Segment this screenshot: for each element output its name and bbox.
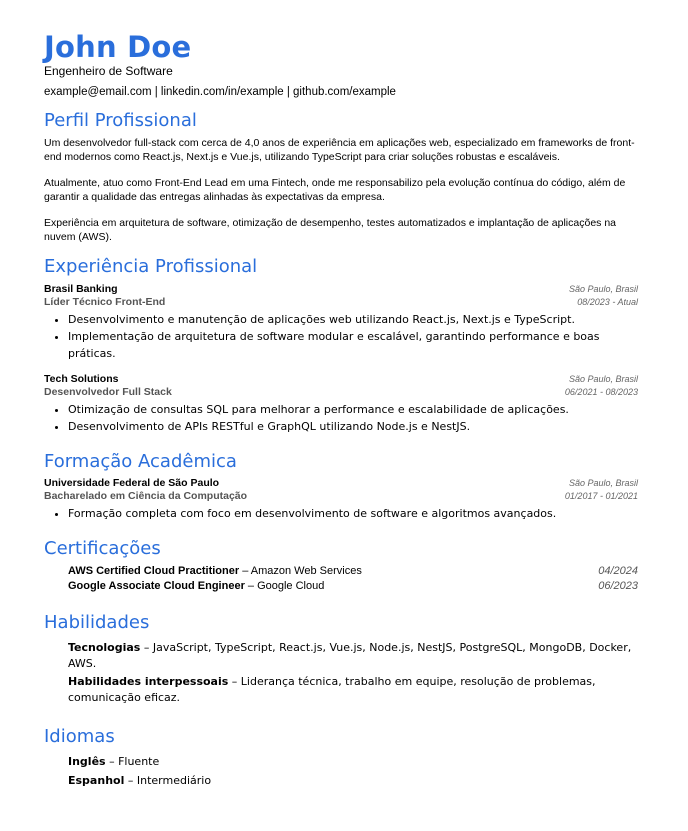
education-location: São Paulo, Brasil <box>568 478 638 488</box>
job-period: 08/2023 - Atual <box>577 297 638 307</box>
list-item: • Formação completa com foco em desenvolvimento de software e algoritmos avançados. <box>68 505 638 522</box>
certification-row <box>44 579 638 594</box>
company-name: Brasil Banking <box>44 283 118 295</box>
language-row <box>44 752 638 771</box>
candidate-name: John Doe <box>44 30 192 64</box>
section-title-experience: Experiência Profissional <box>44 256 258 277</box>
skill-group <box>44 640 638 672</box>
language-level: – Fluente <box>105 755 160 768</box>
institution-name: Universidade Federal de São Paulo <box>44 477 220 489</box>
profile-paragraph: Experiência em arquitetura de software, otimização de desempenho, testes automatizados e implantação de aplicações na nuvem (AWS). <box>44 217 616 243</box>
contact-info: example@email.com | linkedin.com/in/example | github.com/example <box>44 86 396 98</box>
education-period: 01/2017 - 01/2021 <box>564 491 638 501</box>
profile-paragraph: Um desenvolvedor full-stack com cerca de 4,0 anos de experiência em aplicações web, especializado em frameworks de front-end modernos como React.js, Next.js e Vue.js, utilizando TypeScript para criar soluções robustas e escaláveis. <box>44 137 635 163</box>
job-period: 06/2021 - 08/2023 <box>564 387 638 397</box>
degree-name: Bacharelado em Ciência da Computação <box>44 490 248 502</box>
candidate-role: Engenheiro de Software <box>44 64 173 78</box>
skill-label: Tecnologias <box>68 641 141 654</box>
skills-section <box>44 612 638 706</box>
list-item: • Otimização de consultas SQL para melhorar a performance e escalabilidade de aplicações. <box>68 401 638 418</box>
job-bullets <box>44 311 638 362</box>
section-title-profile: Perfil Profissional <box>44 110 197 131</box>
experience-entry <box>44 373 638 435</box>
certification-name: Google Associate Cloud Engineer <box>68 580 245 592</box>
section-title-languages: Idiomas <box>44 726 115 747</box>
certification-date: 04/2024 <box>598 565 638 577</box>
skill-group <box>44 674 638 706</box>
skill-text: – JavaScript, TypeScript, React.js, Vue.js, Node.js, NestJS, PostgreSQL, MongoDB, Docker, AWS. <box>68 641 632 670</box>
section-title-certifications: Certificações <box>44 538 161 559</box>
language-level: – Intermediário <box>124 774 212 787</box>
certification-row <box>44 564 638 579</box>
language-name: Espanhol <box>68 774 125 787</box>
language-name: Inglês <box>68 755 106 768</box>
job-location: São Paulo, Brasil <box>568 284 638 294</box>
job-title: Líder Técnico Front-End <box>44 296 166 308</box>
section-title-skills: Habilidades <box>44 612 150 633</box>
certification-name: AWS Certified Cloud Practitioner <box>68 565 240 577</box>
education-entry <box>44 477 638 522</box>
education-bullets <box>44 505 638 522</box>
certification-date: 06/2023 <box>598 580 638 592</box>
certification-issuer: – Amazon Web Services <box>239 565 362 577</box>
language-row <box>44 771 638 790</box>
experience-section <box>44 256 638 435</box>
job-location: São Paulo, Brasil <box>568 374 638 384</box>
education-section <box>44 451 638 522</box>
section-title-education: Formação Acadêmica <box>44 451 237 472</box>
list-item: • Desenvolvimento e manutenção de aplicações web utilizando React.js, Next.js e TypeScript. <box>68 311 638 328</box>
list-item: • Desenvolvimento de APIs RESTful e GraphQL utilizando Node.js e NestJS. <box>68 418 638 435</box>
languages-section <box>44 726 638 790</box>
skill-text: – Liderança técnica, trabalho em equipe, resolução de problemas, comunicação eficaz. <box>68 675 596 704</box>
job-bullets <box>44 401 638 435</box>
job-title: Desenvolvedor Full Stack <box>44 386 172 398</box>
certification-issuer: – Google Cloud <box>244 580 325 592</box>
list-item: • Implementação de arquitetura de software modular e escalável, garantindo performance e boas práticas. <box>68 328 638 362</box>
company-name: Tech Solutions <box>44 373 119 385</box>
skill-label: Habilidades interpessoais <box>68 675 229 688</box>
profile-paragraph: Atualmente, atuo como Front-End Lead em uma Fintech, onde me responsabilizo pela evolução contínua do código, além de garantir a qualidade das entregas alinhadas às expectativas da empresa. <box>44 177 626 203</box>
certifications-section <box>44 538 638 594</box>
profile-section <box>44 110 638 244</box>
experience-entry <box>44 283 638 362</box>
